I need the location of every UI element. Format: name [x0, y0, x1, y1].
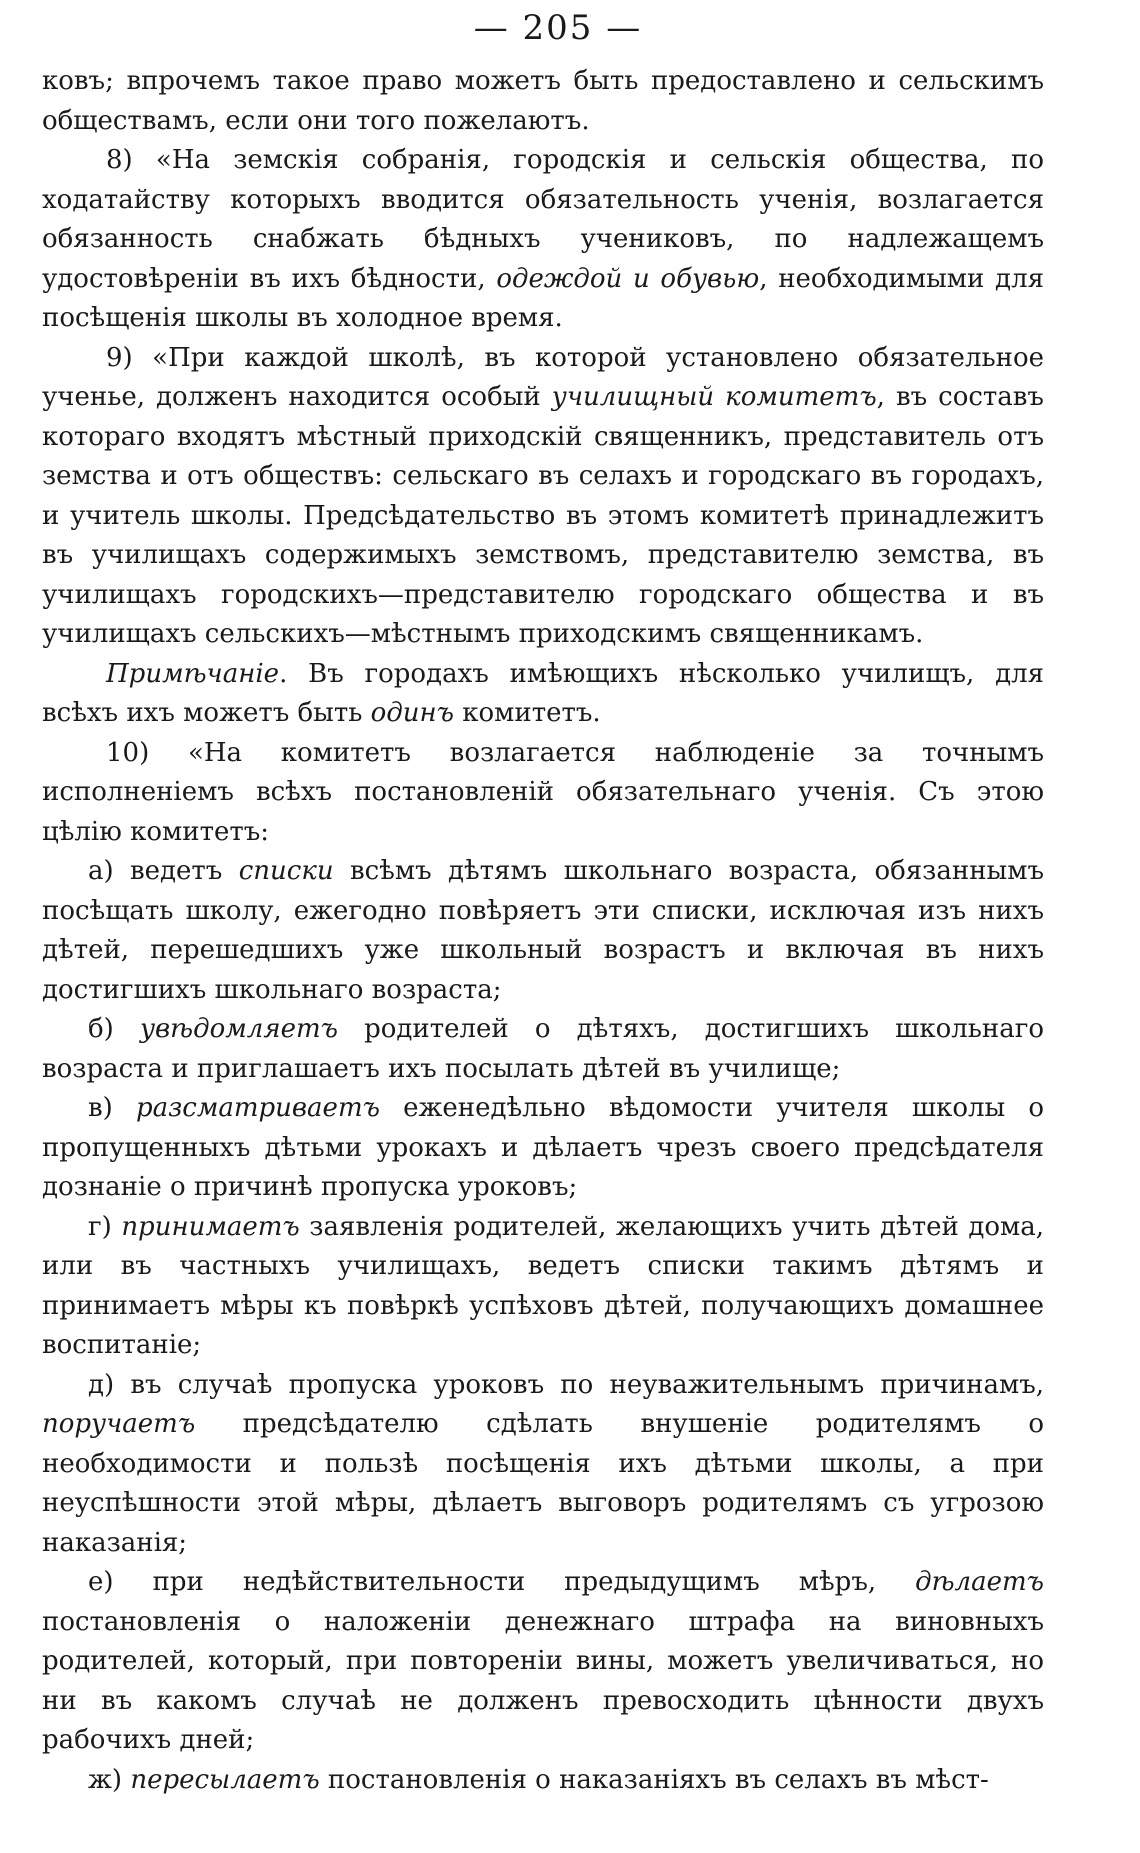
paragraph-subitem-e: [42, 1563, 1044, 1761]
text-run: всѣмъ дѣтямъ школьнаго возраста, обязаннымъ посѣщать школу, ежегодно повѣряетъ эти списки, исключая изъ нихъ дѣтей, перешедшихъ уже школьный возрастъ и включая въ нихъ достигшихъ школьнаго возраста;: [42, 856, 1044, 1005]
paragraph-continuation: [42, 62, 1044, 141]
paragraph-note: [42, 655, 1044, 734]
emphasis-text: одинъ: [370, 698, 455, 728]
paragraph-item-10: [42, 734, 1044, 853]
paragraph-subitem-g: [42, 1208, 1044, 1366]
text-run: заявленія родителей, желающихъ учить дѣтей дома, или въ частныхъ училищахъ, ведетъ списки такимъ дѣтямъ и принимаетъ мѣры къ повѣркѣ успѣховъ дѣтей, получающихъ домашнее воспитаніе;: [42, 1211, 1045, 1360]
emphasis-text: разсматриваетъ: [135, 1093, 380, 1123]
text-run: родителей о дѣтяхъ, достигшихъ школьнаго возраста и приглашаетъ ихъ посылать дѣтей въ училище;: [42, 1014, 1045, 1084]
page-number: — 205 —: [473, 8, 643, 48]
text-run: комитетъ.: [454, 698, 601, 728]
text-run: ж): [88, 1764, 131, 1795]
text-run: еженедѣльно вѣдомости учителя школы о пропущенныхъ дѣтьми урокахъ и дѣлаетъ чрезъ своего предсѣдателя дознаніе о причинѣ пропуска уроковъ;: [42, 1093, 1044, 1202]
text-run: 8) «На земскія собранія, городскія и сельскія общества, по ходатайству которыхъ вводится обязательность ученія, возлагается обязанность снабжать бѣдныхъ учениковъ, по надлежащемъ удостовѣреніи въ ихъ бѣдности,: [42, 145, 1044, 294]
text-run: 9) «При каждой школѣ, въ которой установлено обязательное ученье, долженъ находится особый: [42, 342, 1044, 412]
emphasis-text: дѣлаетъ: [915, 1567, 1044, 1597]
emphasis-text: увѣдомляетъ: [139, 1014, 338, 1044]
text-run: постановленія о наложеніи денежнаго штрафа на виновныхъ родителей, который, при повтореніи вины, можетъ увеличиваться, но ни въ какомъ случаѣ не долженъ превосходить цѣнности двухъ рабочихъ дней;: [42, 1606, 1044, 1755]
emphasis-text: училищный комитетъ: [551, 382, 877, 412]
text-run: . Въ городахъ имѣющихъ нѣсколько училищъ, для всѣхъ ихъ можетъ быть: [42, 658, 1044, 728]
text-run: , въ составъ котораго входятъ мѣстный приходскій священникъ, представитель отъ земства и отъ обществъ: сельскаго въ селахъ и городскаго въ городахъ, и учитель школы. Предсѣдательство въ этомъ комитетѣ принадлежитъ въ училищахъ содержимыхъ земствомъ, представителю земства, въ училищахъ городскихъ—представителю городскаго общества и въ училищахъ сельскихъ—мѣстнымъ приходскимъ священникамъ.: [42, 382, 1044, 649]
paragraph-subitem-v: [42, 1089, 1044, 1208]
text-run: 10) «На комитетъ возлагается наблюденіе за точнымъ исполненіемъ всѣхъ постановленій обязательнаго ученія. Съ этою цѣлію комитетъ:: [42, 737, 1044, 847]
emphasis-text: принимаетъ: [121, 1211, 300, 1242]
text-run: постановленія о наказаніяхъ въ селахъ въ мѣст-: [319, 1764, 989, 1795]
emphasis-text: списки: [238, 856, 334, 886]
emphasis-text: одеждой и обувью: [496, 263, 760, 294]
text-run: предсѣдателю сдѣлать внушеніе родителямъ о необходимости и пользѣ посѣщенія ихъ дѣтьми школы, а при неуспѣшности этой мѣры, дѣлаетъ выговоръ родителямъ съ угрозою наказанія;: [42, 1409, 1044, 1558]
paragraph-subitem-b: [42, 1010, 1044, 1089]
paragraph-subitem-d: [42, 1366, 1044, 1564]
text-run: г): [88, 1211, 122, 1242]
text-run: д) въ случаѣ пропуска уроковъ по неуважительнымъ причинамъ,: [88, 1369, 1044, 1400]
text-run: ковъ; впрочемъ такое право можетъ быть предоставлено и сельскимъ обществамъ, если они того пожелаютъ.: [42, 66, 1044, 136]
emphasis-text: пересылаетъ: [130, 1764, 320, 1795]
document-body: [42, 62, 1044, 1800]
text-run: б): [88, 1014, 140, 1044]
paragraph-subitem-a: [42, 852, 1044, 1010]
paragraph-item-8: [42, 141, 1044, 339]
text-run: а) ведетъ: [88, 856, 239, 886]
emphasis-text: поручаетъ: [42, 1409, 196, 1439]
text-run: , необходимыми для посѣщенія школы въ холодное время.: [42, 263, 1044, 333]
text-run: е) при недѣйствительности предыдущимъ мѣръ,: [88, 1567, 916, 1597]
paragraph-item-9: [42, 339, 1044, 655]
emphasis-text: Примѣчаніе: [106, 658, 280, 689]
text-run: в): [88, 1093, 136, 1123]
paragraph-subitem-zh: [42, 1761, 1044, 1801]
